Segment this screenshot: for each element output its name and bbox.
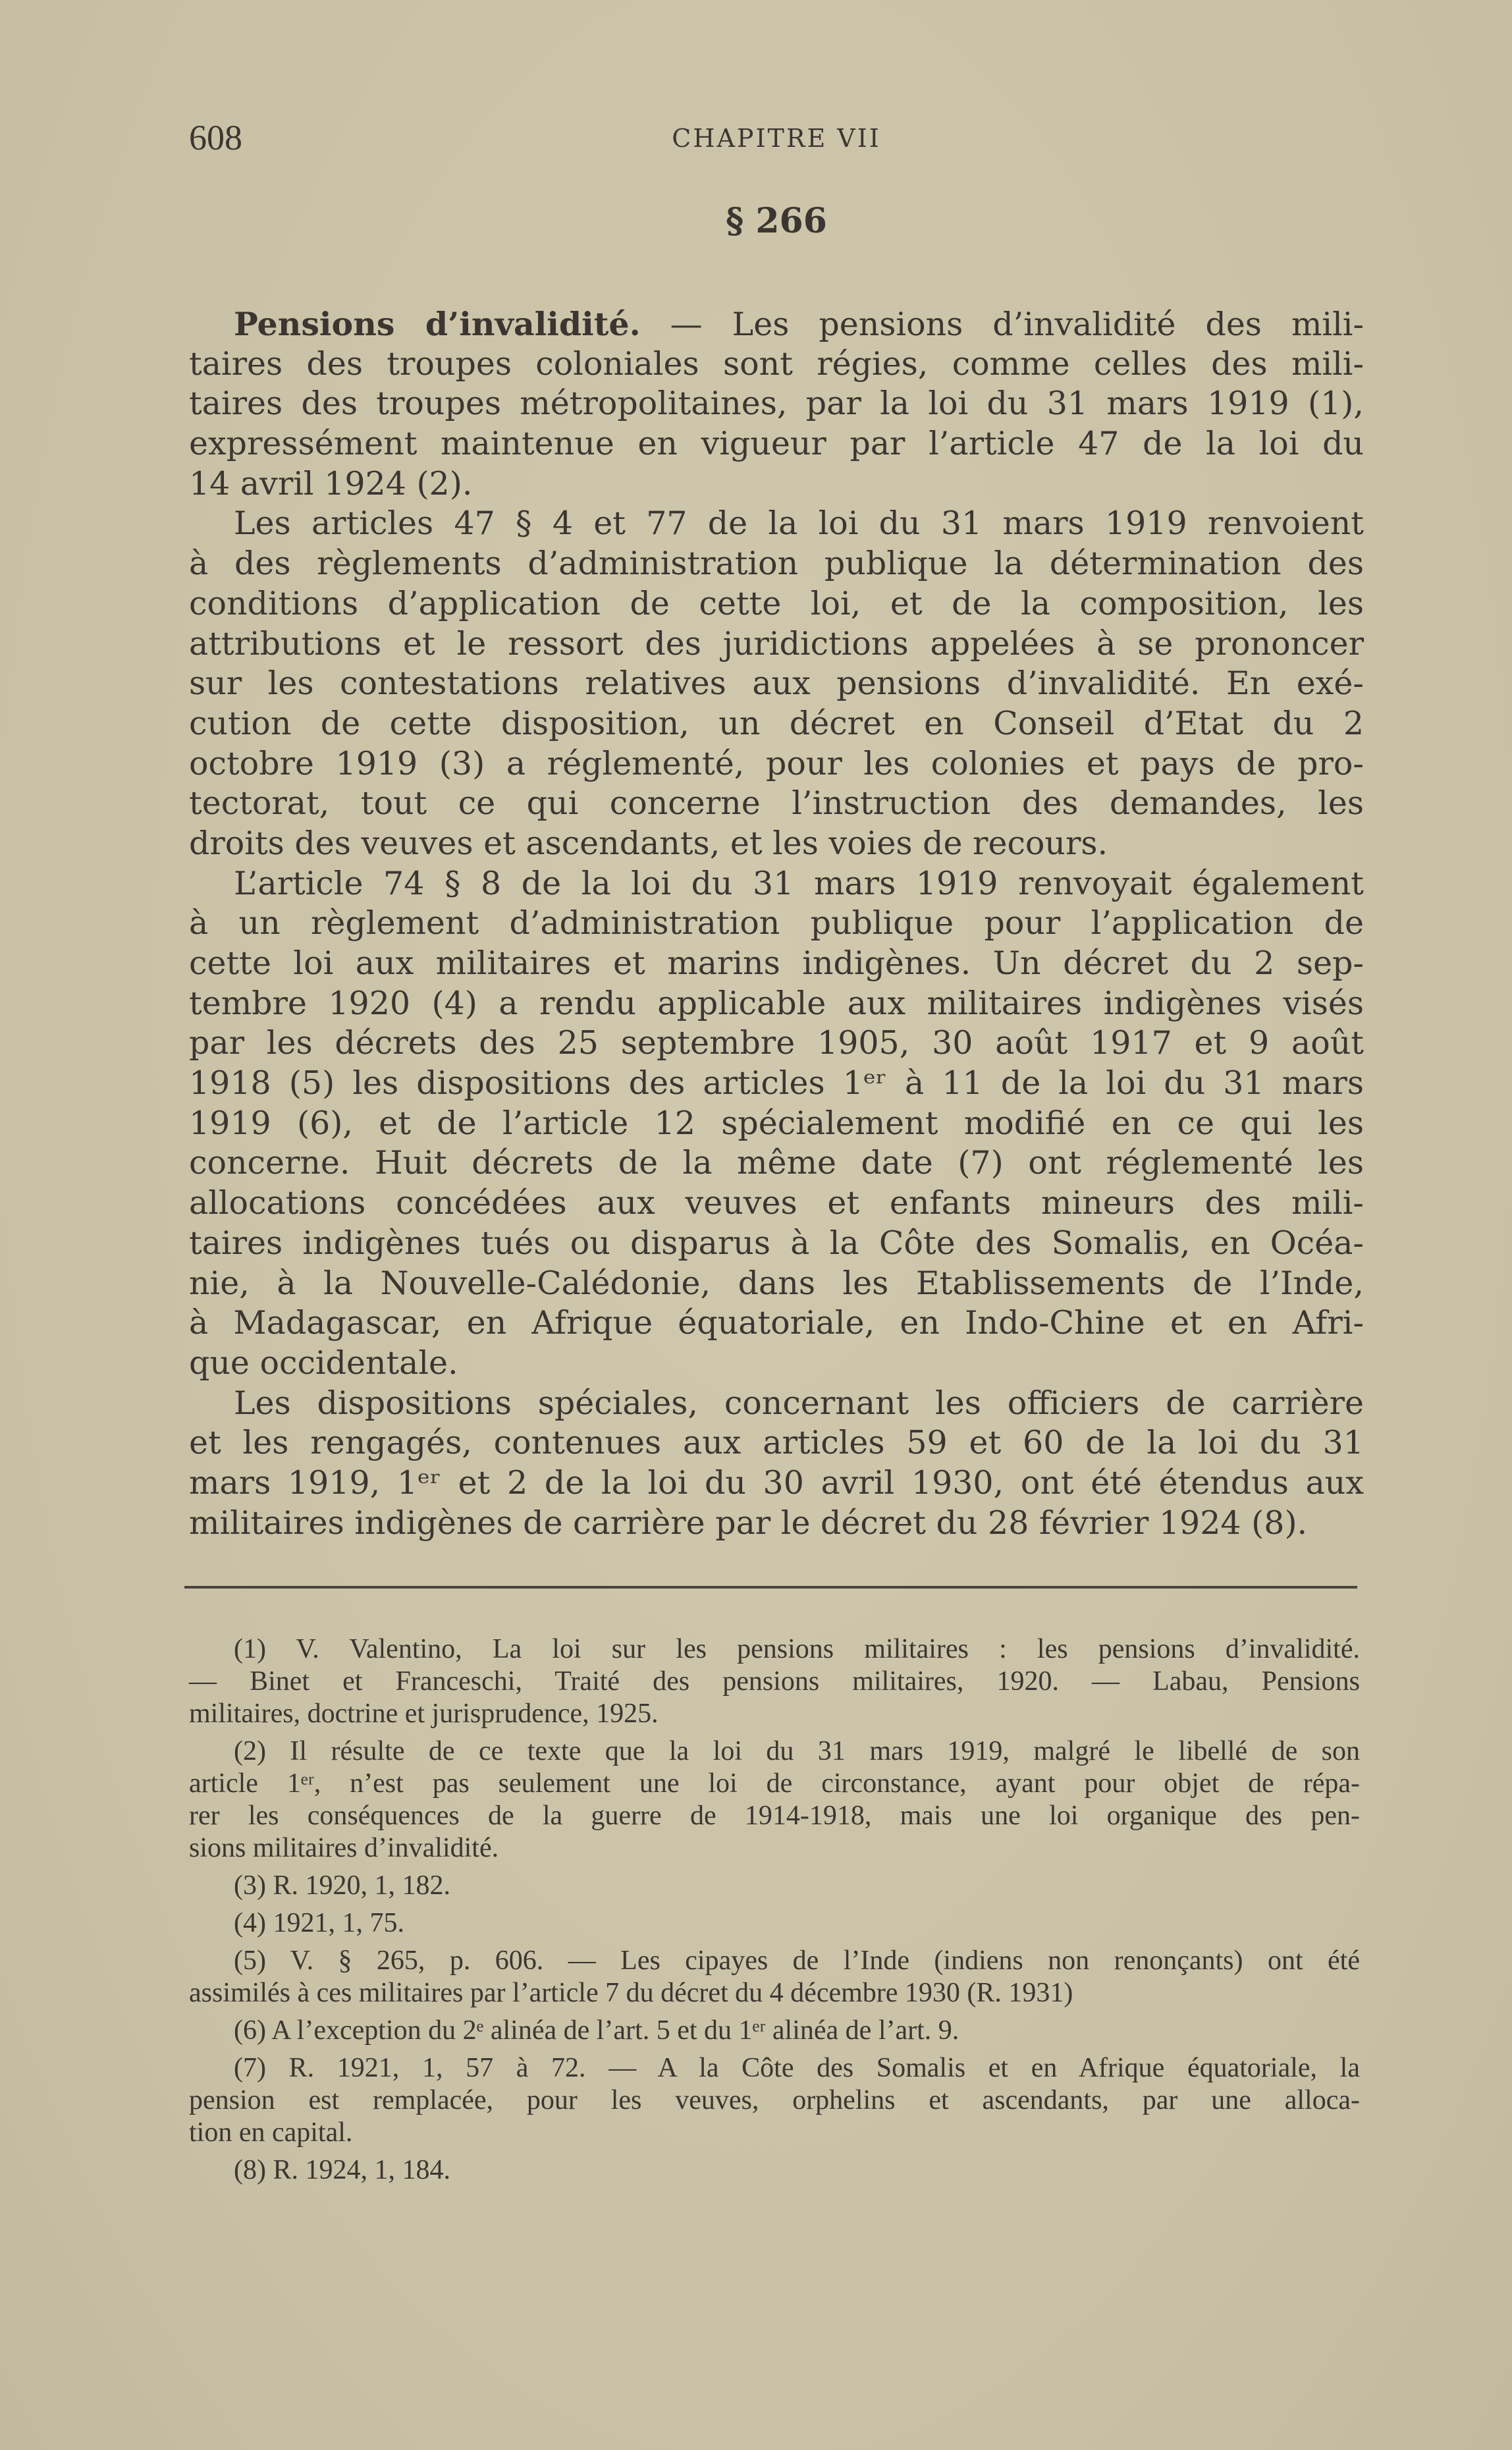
paragraph bbox=[189, 504, 1364, 863]
footnote bbox=[189, 1945, 1360, 2009]
section-heading: § 266 bbox=[726, 201, 827, 241]
text-line: conditions d’application de cette loi, et de la composition, les bbox=[189, 584, 1364, 622]
paragraph bbox=[189, 864, 1364, 1384]
footnote bbox=[189, 2052, 1360, 2149]
text-line: octobre 1919 (3) a réglementé, pour les colonies et pays de pro- bbox=[189, 744, 1364, 782]
text-line: cette loi aux militaires et marins indigènes. Un décret du 2 sep- bbox=[189, 944, 1364, 982]
footnote-line: (1) V. Valentino, La loi sur les pensions militaires : les pensions d’invalidité. bbox=[234, 1634, 1360, 1664]
text-line: à des règlements d’administration publique la détermination des bbox=[189, 545, 1364, 583]
footnote-line: assimilés à ces militaires par l’article 7 du décret du 4 décembre 1930 (R. 1931) bbox=[189, 1978, 1073, 2008]
paragraph bbox=[189, 304, 1364, 504]
footnote-line: (6) A l’exception du 2ᵉ alinéa de l’art. 5 et du 1ᵉʳ alinéa de l’art. 9. bbox=[234, 2015, 959, 2046]
text-line: 1919 (6), et de l’article 12 spécialement modifié en ce qui les bbox=[189, 1104, 1364, 1142]
text-line: taires des troupes métropolitaines, par la loi du 31 mars 1919 (1), bbox=[189, 385, 1364, 423]
text-line: L’article 74 § 8 de la loi du 31 mars 1919 renvoyait également bbox=[234, 864, 1364, 902]
text-line: taires des troupes coloniales sont régies, comme celles des mili- bbox=[189, 344, 1364, 383]
footnote-line: (2) Il résulte de ce texte que la loi du 31 mars 1919, malgré le libellé de son bbox=[234, 1736, 1360, 1766]
text-line: Les articles 47 § 4 et 77 de la loi du 31 mars 1919 renvoient bbox=[234, 504, 1364, 543]
footnote-divider bbox=[184, 1586, 1357, 1589]
footnote-line: militaires, doctrine et jurisprudence, 1925. bbox=[189, 1699, 659, 1729]
text-line: droits des veuves et ascendants, et les voies de recours. bbox=[189, 824, 1108, 862]
footnote-line: (3) R. 1920, 1, 182. bbox=[234, 1870, 450, 1901]
footnote-line: — Binet et Franceschi, Traité des pensions militaires, 1920. — Labau, Pensions bbox=[189, 1666, 1360, 1697]
footnote bbox=[189, 1907, 1360, 1940]
text-line: sur les contestations relatives aux pensions d’invalidité. En exé- bbox=[189, 665, 1364, 703]
text-line-content: — Les pensions d’invalidité des mili- bbox=[640, 306, 1364, 343]
text-line: que occidentale. bbox=[189, 1344, 458, 1382]
page-number: 608 bbox=[189, 118, 242, 157]
text-line: tectorat, tout ce qui concerne l’instruction des demandes, les bbox=[189, 784, 1364, 823]
footnote-line: (8) R. 1924, 1, 184. bbox=[234, 2155, 450, 2185]
text-line: 14 avril 1924 (2). bbox=[189, 464, 473, 503]
text-line: expressément maintenue en vigueur par l’article 47 de la loi du bbox=[189, 425, 1364, 463]
text-line: à un règlement d’administration publique pour l’application de bbox=[189, 904, 1364, 942]
footnote bbox=[189, 1633, 1360, 1730]
text-line: concerne. Huit décrets de la même date (7) ont réglementé les bbox=[189, 1144, 1364, 1182]
paragraph-lead-heading: Pensions d’invalidité. bbox=[234, 305, 641, 343]
text-line: cution de cette disposition, un décret en Conseil d’Etat du 2 bbox=[189, 704, 1364, 742]
footnote bbox=[189, 1870, 1360, 1902]
text-line: allocations concédées aux veuves et enfants mineurs des mili- bbox=[189, 1184, 1364, 1222]
footnote-line: (4) 1921, 1, 75. bbox=[234, 1908, 404, 1938]
footnote bbox=[189, 2015, 1360, 2047]
text-line: nie, à la Nouvelle-Calédonie, dans les Etablissements de l’Inde, bbox=[189, 1264, 1364, 1302]
footnote bbox=[189, 1735, 1360, 1865]
footnotes bbox=[189, 1633, 1360, 2192]
text-line: tembre 1920 (4) a rendu applicable aux militaires indigènes visés bbox=[189, 984, 1364, 1022]
body-text bbox=[189, 304, 1364, 1543]
text-line: et les rengagés, contenues aux articles 59 et 60 de la loi du 31 bbox=[189, 1424, 1364, 1462]
footnote-line: rer les conséquences de la guerre de 1914-1918, mais une loi organique des pen- bbox=[189, 1801, 1360, 1831]
text-line: à Madagascar, en Afrique équatoriale, en Indo-Chine et en Afri- bbox=[189, 1304, 1364, 1342]
footnote-line: tion en capital. bbox=[189, 2117, 353, 2148]
text-line: attributions et le ressort des juridictions appelées à se prononcer bbox=[189, 624, 1364, 663]
footnote-line: article 1ᵉʳ, n’est pas seulement une loi de circonstance, ayant pour objet de répa- bbox=[189, 1768, 1360, 1799]
footnote bbox=[189, 2154, 1360, 2187]
text-line: mars 1919, 1ᵉʳ et 2 de la loi du 30 avril 1930, ont été étendus aux bbox=[189, 1463, 1364, 1502]
text-line: taires indigènes tués ou disparus à la Côte des Somalis, en Océa- bbox=[189, 1224, 1364, 1262]
text-line bbox=[189, 304, 1364, 344]
footnote-line: pension est remplacée, pour les veuves, orphelins et ascendants, par une alloca- bbox=[189, 2085, 1360, 2115]
running-header-chapter: CHAPITRE VII bbox=[672, 124, 881, 153]
footnote-line: (7) R. 1921, 1, 57 à 72. — A la Côte des Somalis et en Afrique équatoriale, la bbox=[234, 2053, 1360, 2083]
text-line: 1918 (5) les dispositions des articles 1ᵉʳ à 11 de la loi du 31 mars bbox=[189, 1064, 1364, 1102]
footnote-line: (5) V. § 265, p. 606. — Les cipayes de l’Inde (indiens non renonçants) ont été bbox=[234, 1946, 1360, 1976]
text-line: militaires indigènes de carrière par le décret du 28 février 1924 (8). bbox=[189, 1504, 1308, 1542]
text-line: par les décrets des 25 septembre 1905, 30 août 1917 et 9 août bbox=[189, 1024, 1364, 1062]
footnote-line: sions militaires d’invalidité. bbox=[189, 1833, 499, 1863]
text-line: Les dispositions spéciales, concernant les officiers de carrière bbox=[234, 1384, 1364, 1422]
paragraph bbox=[189, 1384, 1364, 1544]
